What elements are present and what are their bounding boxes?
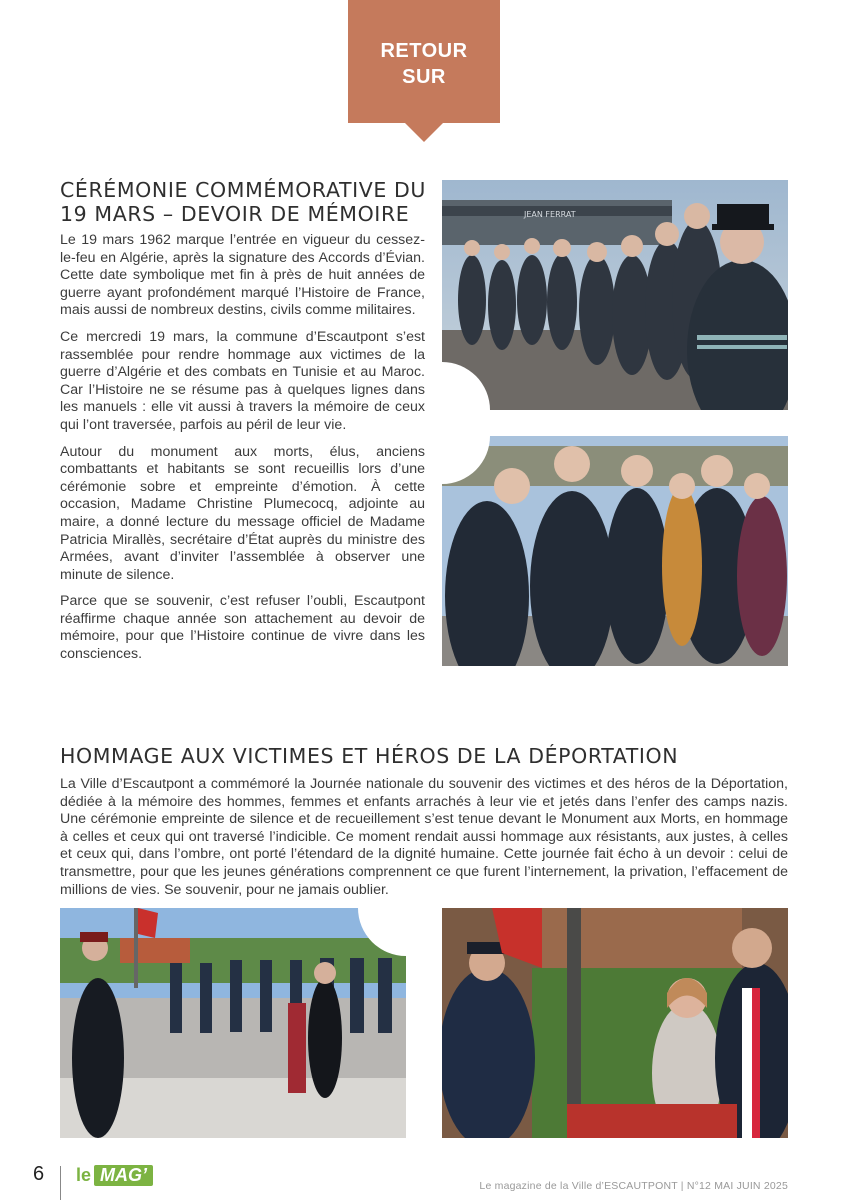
photo-deportation-ceremony [60,908,406,1138]
section-tab-arrow [404,122,444,142]
magazine-logo [76,1165,153,1186]
article1-body [60,232,425,673]
section-tab [348,0,500,123]
photo-speech [442,908,788,1138]
article1-title: CÉRÉMONIE COMMÉMORATIVE DU 19 MARS – DEVOIR DE MÉMOIRE [60,178,427,226]
logo-mag: MAG’ [94,1165,153,1186]
footer-divider [60,1166,61,1200]
section-tab-line2: SUR [402,66,446,88]
article1-paragraph: Parce que se souvenir, c’est refuser l’oubli, Escautpont réaffirme chaque année son attachement au devoir de mémoire, pour que l’Histoire continue de vivre dans les consciences. [60,593,425,663]
article1-paragraph: Le 19 mars 1962 marque l’entrée en vigueur du cessez-le-feu en Algérie, après la signature des Accords d’Évian. Cette date symbolique met fin à près de huit années de guerre ayant profondément marqué l’Histoire de France, mais aussi de nombreux destins, civils comme militaires. [60,232,425,319]
publication-info: Le magazine de la Ville d’ESCAUTPONT | N°12 MAI JUIN 2025 [479,1180,788,1192]
section-tab-line1: RETOUR [380,40,468,62]
page-number: 6 [33,1163,45,1185]
article2-title: HOMMAGE AUX VICTIMES ET HÉROS DE LA DÉPORTATION [60,744,679,768]
photo-veterans [442,436,788,666]
article1-paragraph: Autour du monument aux morts, élus, anciens combattants et habitants se sont recueillis lors d’une cérémonie sobre et empreinte d’émotion. À cette occasion, Madame Christine Plumecocq, adjointe au maire, a donné lecture du message officiel de Madame Patricia Mirallès, secrétaire d’État auprès du ministre des Armées, avant d’inviter l’assemblée à observer une minute de silence. [60,443,425,583]
photo-ceremony-crowd [442,180,788,410]
logo-le: le [76,1165,92,1185]
article2-body: La Ville d’Escautpont a commémoré la Journée nationale du souvenir des victimes et des héros de la Déportation, dédiée à la mémoire des hommes, femmes et enfants arrachés à leur vie et jetés dans l’enfer des camps nazis. Une cérémonie empreinte de silence et de recueillement s’est tenue devant le Monument aux Morts, en hommage à celles et ceux qui ont traversé l’indicible. Ce moment rendait aussi hommage aux résistants, aux justes, à celles et ceux qui, dans l’ombre, ont porté l’étendard de la dignité humaine. Cette journée fait écho à un devoir : celui de transmettre, pour que les jeunes générations comprennent ce que furent l’internement, la privation, l’effacement de millions de vies. Se souvenir, pour ne jamais oublier. [60,776,788,898]
photo1-sign: JEAN FERRAT [524,210,576,219]
article1-paragraph: Ce mercredi 19 mars, la commune d’Escautpont s’est rassemblée pour rendre hommage aux victimes de la guerre d’Algérie et des combats en Tunisie et au Maroc. Car l’Histoire ne se résume pas à quelques lignes dans les manuels : elle vit aussi à travers la mémoire de ceux qui l’ont traversée, parfois au péril de leur vie. [60,328,425,433]
